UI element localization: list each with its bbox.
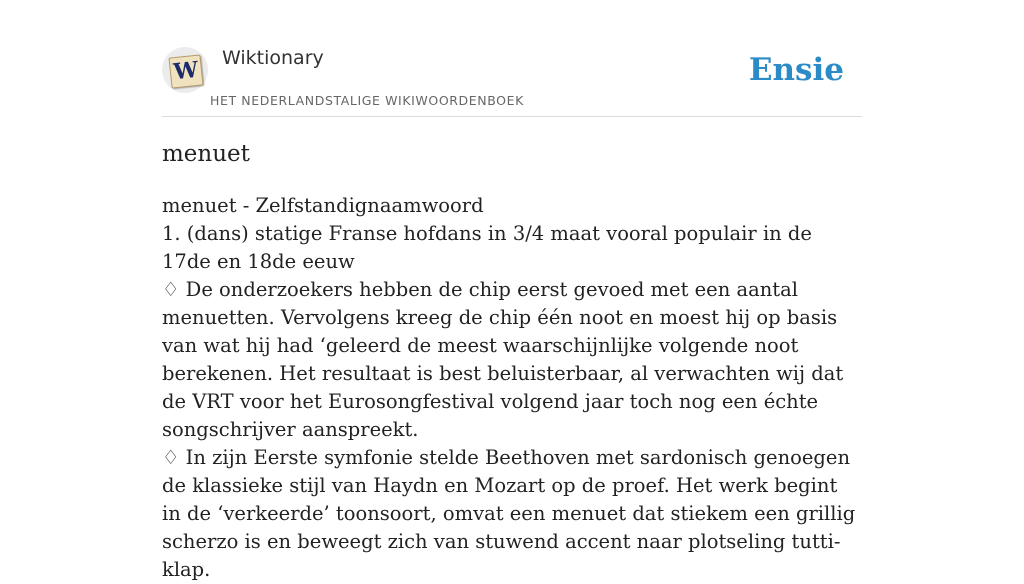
site-header	[162, 44, 862, 117]
site-name[interactable]: Wiktionary	[222, 47, 324, 69]
entry-content	[162, 138, 862, 584]
ensie-brand-link[interactable]: Ensie	[748, 52, 844, 88]
wiktionary-logo[interactable]	[162, 47, 208, 93]
part-of-speech-line: menuet - Zelfstandignaamwoord	[162, 194, 484, 217]
definition: 1. (dans) statige Franse hofdans in 3/4 maat vooral populair in de 17de en 18de eeuw	[162, 222, 812, 273]
example-sentence: ♢ In zijn Eerste symfonie stelde Beethoven met sardonisch genoegen de klassieke stijl van Haydn en Mozart op de proef. Het werk begint in de ‘verkeerde’ toonsoort, omvat een menuet dat stiekem een grillig scherzo is en beweegt zich van stuwend accent naar plotseling tutti-klap.	[162, 446, 856, 581]
entry-title: menuet	[162, 141, 250, 167]
example-sentence: ♢ De onderzoekers hebben de chip eerst gevoed met een aantal menuetten. Vervolgens kreeg de chip één noot en moest hij op basis van wat hij had ‘geleerd de meest waarschijnlijke volgende noot berekenen. Het resultaat is best beluisterbaar, al verwachten wij dat de VRT voor het Eurosongfestival volgend jaar toch nog een échte songschrijver aanspreekt.	[162, 278, 844, 441]
letter-tile-icon: W	[168, 54, 203, 88]
entry-body	[162, 192, 862, 584]
site-tagline: HET NEDERLANDSTALIGE WIKIWOORDENBOEK	[210, 93, 524, 108]
